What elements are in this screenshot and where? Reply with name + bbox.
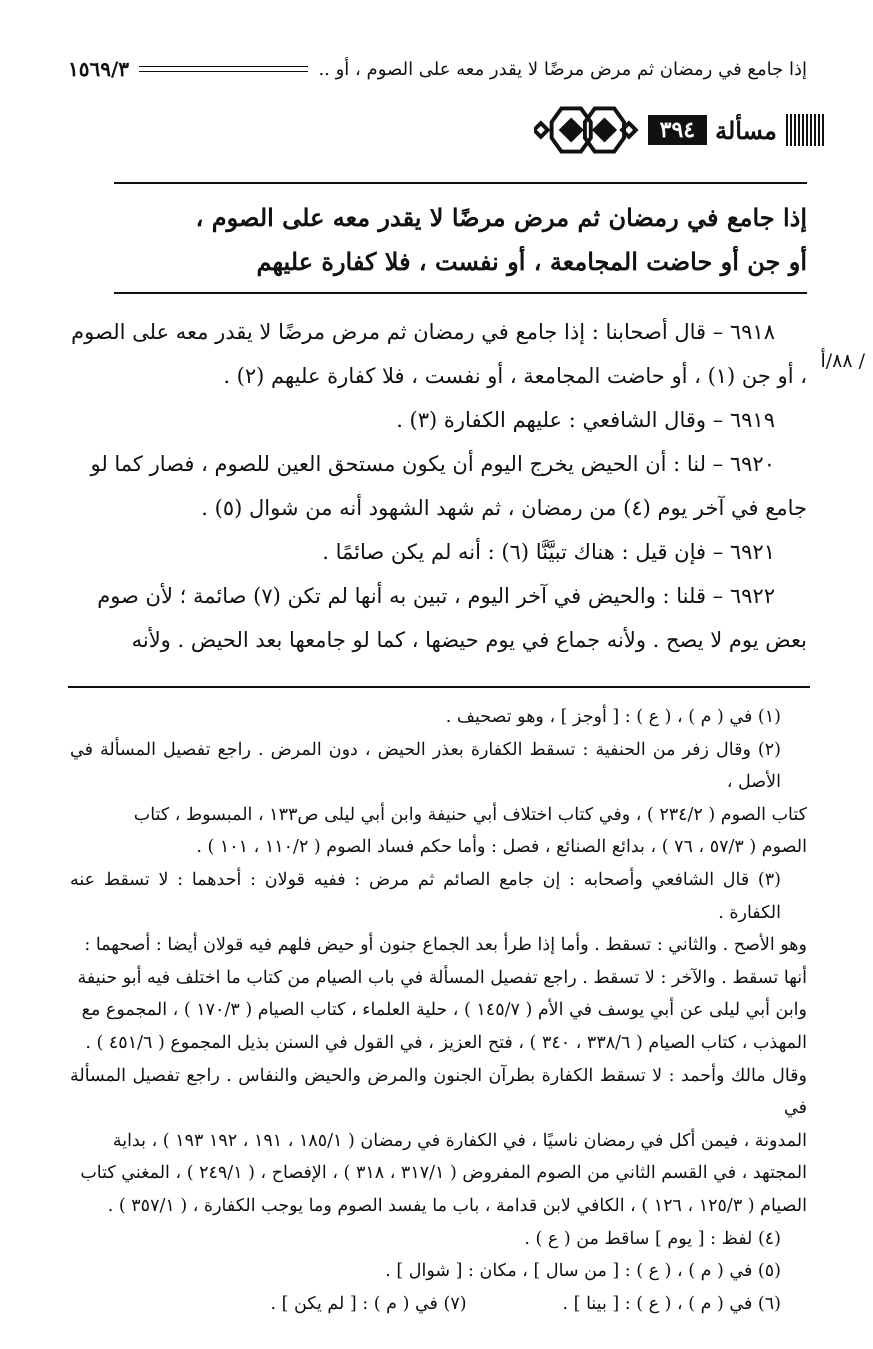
footnote-3-line-9: الصيام ( ١٢٥/٣ ، ١٢٦ ) ، الكافي لابن قدامة ، باب ما يفسد الصوم وما يوجب الكفارة ، ( ٣٥٧/١ ) . <box>107 1195 807 1216</box>
footnote-2-line-1: (٢) وقال زفر من الحنفية : تسقط الكفارة بعذر الحيض ، دون المرض . راجع تفصيل المسألة في الأصل ، <box>70 739 781 793</box>
footnote-3-line-1: (٣) قال الشافعي وأصحابه : إن جامع الصائم ثم مرض : ففيه قولان : أحدهما : لا تسقط عنه الكفارة . <box>70 869 781 923</box>
running-header-title: إذا جامع في رمضان ثم مرض مرضًا لا يقدر معه على الصوم ، أو .. <box>318 58 807 80</box>
paragraph-6919: ٦٩١٩ – وقال الشافعي : عليهم الكفارة (٣) . <box>396 408 775 432</box>
manuscript-folio-ref: ٨٨/أ / <box>820 350 865 372</box>
ornament-icon <box>534 100 642 160</box>
paragraph-6921: ٦٩٢١ – فإن قيل : هناك تبيَّنَّا (٦) : أنه لم يكن صائمًا . <box>322 540 775 564</box>
footnote-3-line-3: أنها تسقط . والآخر : لا تسقط . راجع تفصيل المسألة في باب الصيام من كتاب ما اختلف فيه أبو حنيفة <box>77 967 807 988</box>
paragraph-6922-line-1: ٦٩٢٢ – قلنا : والحيض في آخر اليوم ، تبين به أنها لم تكن (٧) صائمة ؛ لأن صوم <box>97 584 775 608</box>
paragraph-6918-line-1: ٦٩١٨ – قال أصحابنا : إذا جامع في رمضان ثم مرض مرضًا لا يقدر معه على الصوم <box>71 320 775 344</box>
masala-label: مسألة <box>715 115 777 145</box>
footnote-3-line-7: المدونة ، فيمن أكل في رمضان ناسيًا ، في الكفارة في رمضان ( ١٨٥/١ ، ١٩١ ، ١٩٢ ١٩٣ ) ، بداية <box>112 1130 807 1151</box>
footnote-2-line-2: كتاب الصوم ( ٢٣٤/٢ ) ، وفي كتاب اختلاف أبي حنيفة وابن أبي ليلى ص١٣٣ ، المبسوط ، كتاب <box>133 804 807 825</box>
footnotes <box>70 701 807 1320</box>
page-number: ١٥٦٩/٣ <box>68 57 130 81</box>
chapter-title-line-1: إذا جامع في رمضان ثم مرض مرضًا لا يقدر معه على الصوم ، <box>195 203 807 232</box>
masala-banner <box>534 100 824 160</box>
footnote-7: (٧) في ( م ) : [ لم يكن ] . <box>270 1293 467 1314</box>
running-header <box>68 52 807 86</box>
footnote-2-line-3: الصوم ( ٥٧/٣ ، ٧٦ ) ، بدائع الصنائع ، فصل : وأما حكم فساد الصوم ( ١١٠/٢ ، ١٠١ ) . <box>196 837 807 858</box>
chapter-title-line-2: أو جن أو حاضت المجامعة ، أو نفست ، فلا كفارة عليهم <box>256 247 807 276</box>
paragraph-6918-line-2: ، أو جن (١) ، أو حاضت المجامعة ، أو نفست ، فلا كفارة عليهم (٢) . <box>223 364 807 388</box>
footnote-1: (١) في ( م ) ، ( ع ) : [ أوجز ] ، وهو تصحيف . <box>445 707 781 727</box>
header-double-rule <box>139 66 308 72</box>
footnote-3-line-8: المجتهد ، في القسم الثاني من الصوم المفروض ( ٣١٧/١ ، ٣١٨ ) ، الإفصاح ، ( ٢٤٩/١ ) ، المغني كتاب <box>80 1163 807 1184</box>
footnote-3-line-6: وقال مالك وأحمد : لا تسقط الكفارة بطرآن الجنون والمرض والحيض والنفاس . راجع تفصيل المسألة في <box>70 1065 807 1119</box>
footnote-3-line-5: المهذب ، كتاب الصيام ( ٣٣٨/٦ ، ٣٤٠ ) ، فتح العزيز ، في القول في السنن بذيل المجموع ( ٤٥١/٦ ) . <box>85 1032 807 1053</box>
body-text <box>70 310 807 662</box>
vertical-bars-icon <box>783 114 824 146</box>
footnote-6-7-row <box>70 1288 807 1321</box>
footnote-6: (٦) في ( م ) ، ( ع ) : [ بينا ] . <box>562 1293 781 1314</box>
paragraph-6922-line-2: بعض يوم لا يصح . ولأنه جماع في يوم حيضها ، كما لو جامعها بعد الحيض . ولأنه <box>131 628 807 652</box>
footnote-5: (٥) في ( م ) ، ( ع ) : [ من سال ] ، مكان : [ شوال ] . <box>385 1261 781 1282</box>
footnote-3-line-2: وهو الأصح . والثاني : تسقط . وأما إذا طرأ بعد الجماع جنون أو حيض فلهم فيه قولان أيضا : أصحهما : <box>84 935 807 956</box>
footnote-divider <box>68 686 810 688</box>
masala-number: ٣٩٤ <box>648 115 707 145</box>
paragraph-6920-line-1: ٦٩٢٠ – لنا : أن الحيض يخرج اليوم أن يكون مستحق العين للصوم ، فصار كما لو <box>90 452 775 476</box>
footnote-4: (٤) لفظ : [ يوم ] ساقط من ( ع ) . <box>524 1228 781 1249</box>
chapter-title <box>114 182 807 294</box>
footnote-3-line-4: وابن أبي ليلى عن أبي يوسف في الأم ( ١٤٥/٧ ) ، حلية العلماء ، كتاب الصيام ( ١٧٠/٣ ) ، المجموع مع <box>81 1000 807 1021</box>
paragraph-6920-line-2: جامع في آخر يوم (٤) من رمضان ، ثم شهد الشهود أنه من شوال (٥) . <box>201 496 807 520</box>
